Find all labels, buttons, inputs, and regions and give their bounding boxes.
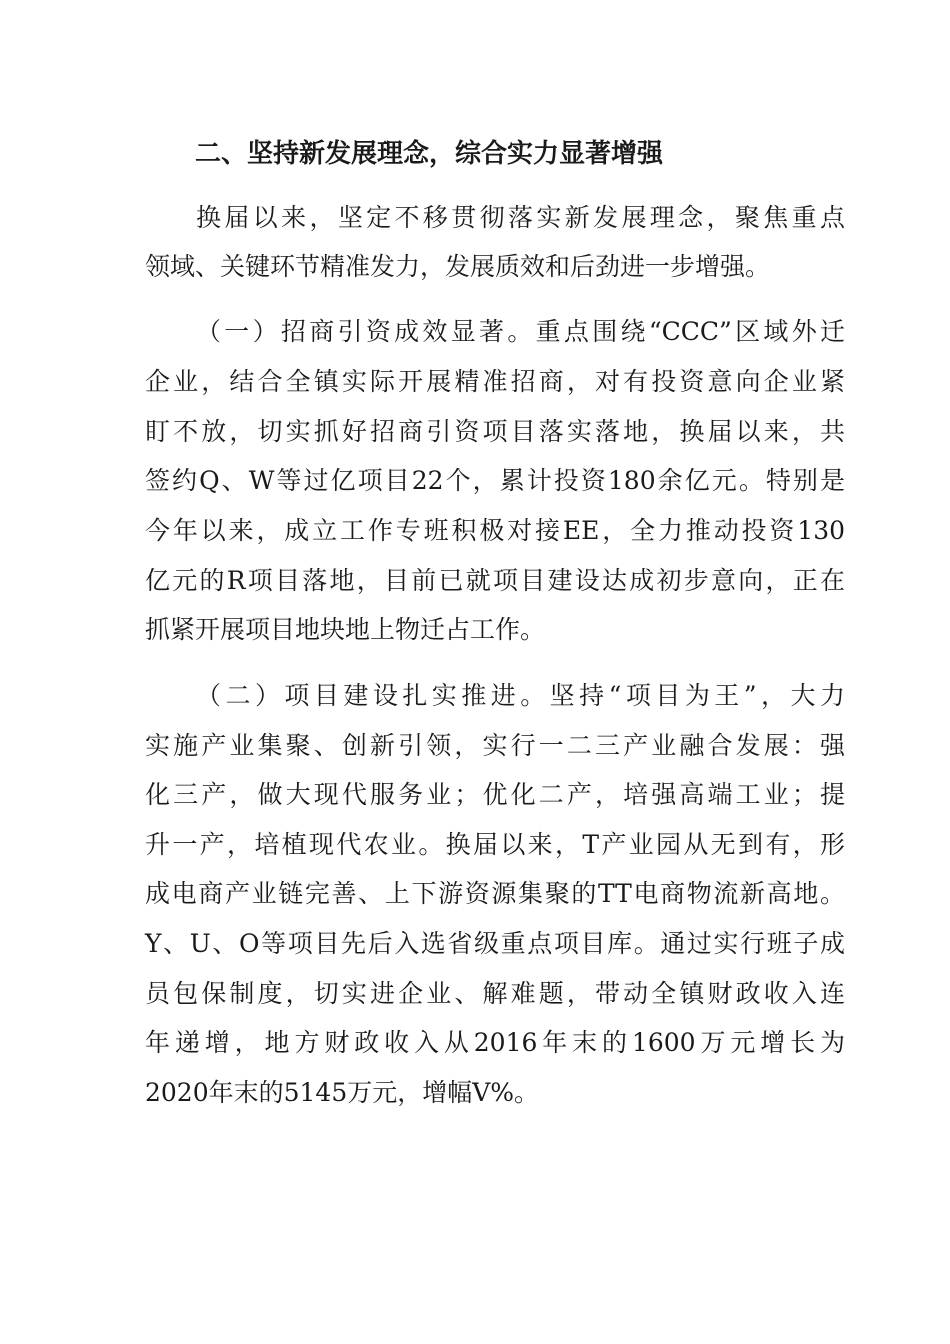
paragraph-line: （二）项目建设扎实推进。坚持“项目为王”，大力 bbox=[196, 681, 845, 710]
paragraph-line: 今年以来，成立工作专班积极对接EE，全力推动投资130 bbox=[145, 516, 845, 545]
paragraph-line: （一）招商引资成效显著。重点围绕“CCC”区域外迁 bbox=[196, 317, 845, 346]
paragraph-line: 实施产业集聚、创新引领，实行一二三产业融合发展：强 bbox=[145, 731, 845, 760]
section-heading: 二、坚持新发展理念，综合实力显著增强 bbox=[195, 139, 664, 169]
paragraph-line: 化三产，做大现代服务业；优化二产，培强高端工业；提 bbox=[145, 780, 845, 809]
paragraph-line: 抓紧开展项目地块地上物迁占工作。 bbox=[145, 615, 546, 644]
paragraph-line: 员包保制度，切实进企业、解难题，带动全镇财政收入连 bbox=[145, 979, 845, 1008]
paragraph-line: 签约Q、W等过亿项目22个，累计投资180余亿元。特别是 bbox=[145, 466, 845, 495]
paragraph-line: 亿元的R项目落地，目前已就项目建设达成初步意向，正在 bbox=[145, 566, 845, 595]
paragraph-line: 2020年末的5145万元，增幅V%。 bbox=[145, 1078, 540, 1107]
paragraph-line: 领域、关键环节精准发力，发展质效和后劲进一步增强。 bbox=[145, 252, 771, 281]
paragraph-line: 盯不放，切实抓好招商引资项目落实落地，换届以来，共 bbox=[145, 417, 845, 446]
paragraph-line: 升一产，培植现代农业。换届以来，T产业园从无到有，形 bbox=[145, 830, 845, 859]
paragraph-line: Y、U、O等项目先后入选省级重点项目库。通过实行班子成 bbox=[145, 929, 845, 958]
paragraph-line: 企业，结合全镇实际开展精准招商，对有投资意向企业紧 bbox=[145, 367, 845, 396]
paragraph-line: 成电商产业链完善、上下游资源集聚的TT电商物流新高地。 bbox=[145, 879, 845, 908]
paragraph-line: 年递增，地方财政收入从2016年末的1600万元增长为 bbox=[145, 1028, 845, 1057]
paragraph-line: 换届以来，坚定不移贯彻落实新发展理念，聚焦重点 bbox=[196, 203, 845, 232]
